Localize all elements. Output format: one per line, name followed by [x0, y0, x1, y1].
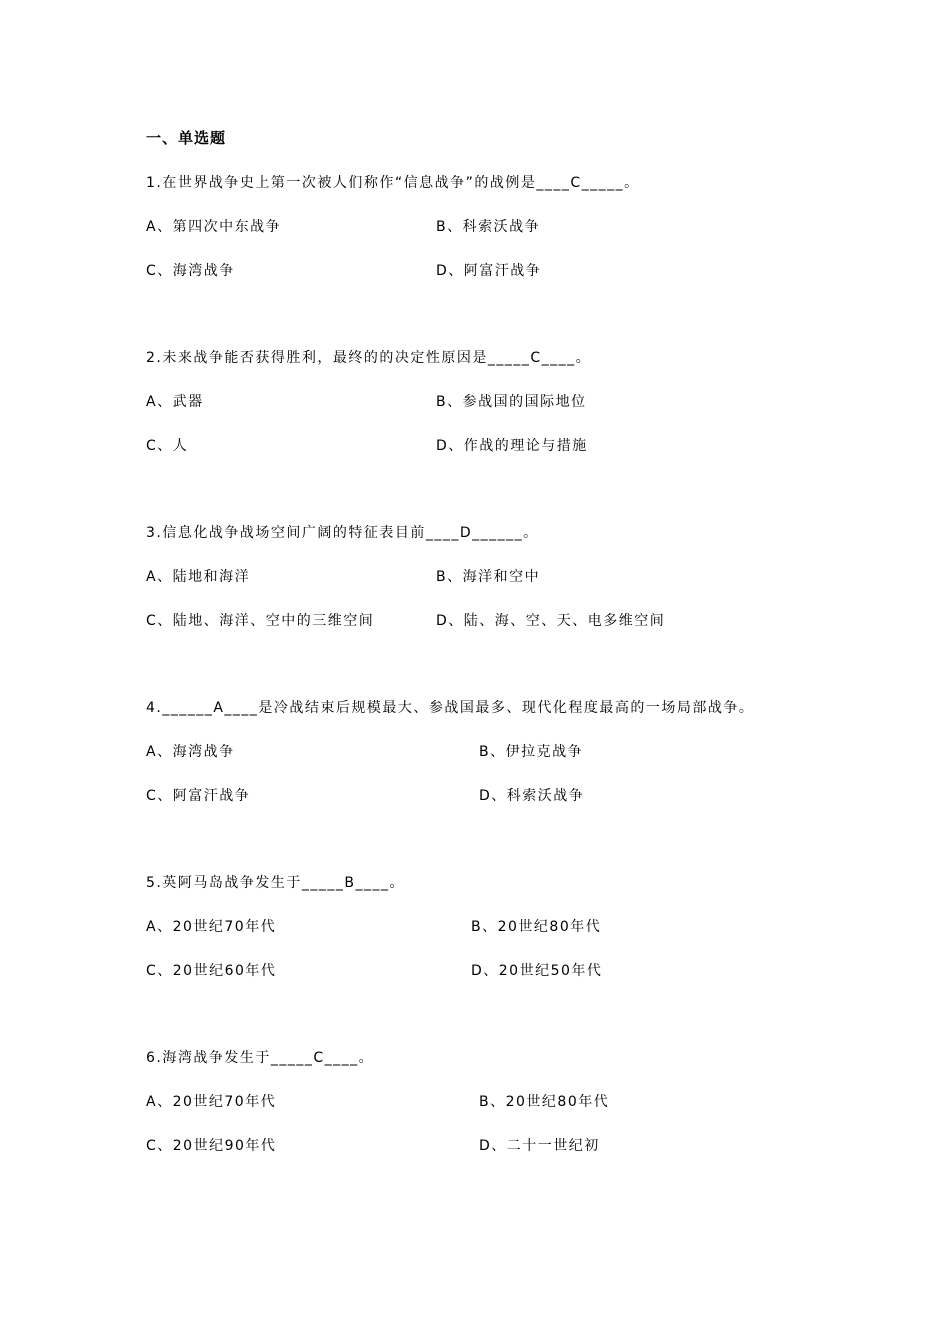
- option-b: B、科索沃战争: [436, 219, 541, 235]
- option-b: B、20世纪80年代: [479, 1094, 610, 1110]
- option-a: A、陆地和海洋: [146, 569, 251, 585]
- option-c: C、20世纪90年代: [146, 1138, 277, 1154]
- question-stem: 1.在世界战争史上第一次被人们称作“信息战争”的战例是____C_____。: [146, 175, 640, 191]
- option-d: D、科索沃战争: [479, 788, 585, 804]
- option-d: D、作战的理论与措施: [436, 438, 588, 454]
- option-d: D、20世纪50年代: [471, 963, 603, 979]
- option-b: B、参战国的国际地位: [436, 394, 587, 410]
- option-a: A、20世纪70年代: [146, 1094, 277, 1110]
- question-stem: 3.信息化战争战场空间广阔的特征表目前____D______。: [146, 525, 539, 541]
- question-stem: 6.海湾战争发生于_____C____。: [146, 1050, 375, 1066]
- option-a: A、第四次中东战争: [146, 219, 282, 235]
- option-d: D、陆、海、空、天、电多维空间: [436, 613, 666, 629]
- option-c: C、海湾战争: [146, 263, 235, 279]
- option-c: C、人: [146, 438, 189, 454]
- question-stem: 4.______A____是冷战结束后规模最大、参战国最多、现代化程度最高的一场局部战争。: [146, 700, 755, 716]
- option-c: C、20世纪60年代: [146, 963, 277, 979]
- section-title: 一、单选题: [146, 129, 227, 147]
- option-b: B、20世纪80年代: [471, 919, 602, 935]
- option-a: A、武器: [146, 394, 204, 410]
- question-stem: 5.英阿马岛战争发生于_____B____。: [146, 875, 405, 891]
- question-stem: 2.未来战争能否获得胜利，最终的的决定性原因是_____C____。: [146, 350, 592, 366]
- option-a: A、20世纪70年代: [146, 919, 277, 935]
- option-b: B、海洋和空中: [436, 569, 541, 585]
- option-c: C、阿富汗战争: [146, 788, 251, 804]
- option-c: C、陆地、海洋、空中的三维空间: [146, 613, 375, 629]
- option-a: A、海湾战争: [146, 744, 235, 760]
- option-d: D、二十一世纪初: [479, 1138, 600, 1154]
- option-d: D、阿富汗战争: [436, 263, 542, 279]
- option-b: B、伊拉克战争: [479, 744, 584, 760]
